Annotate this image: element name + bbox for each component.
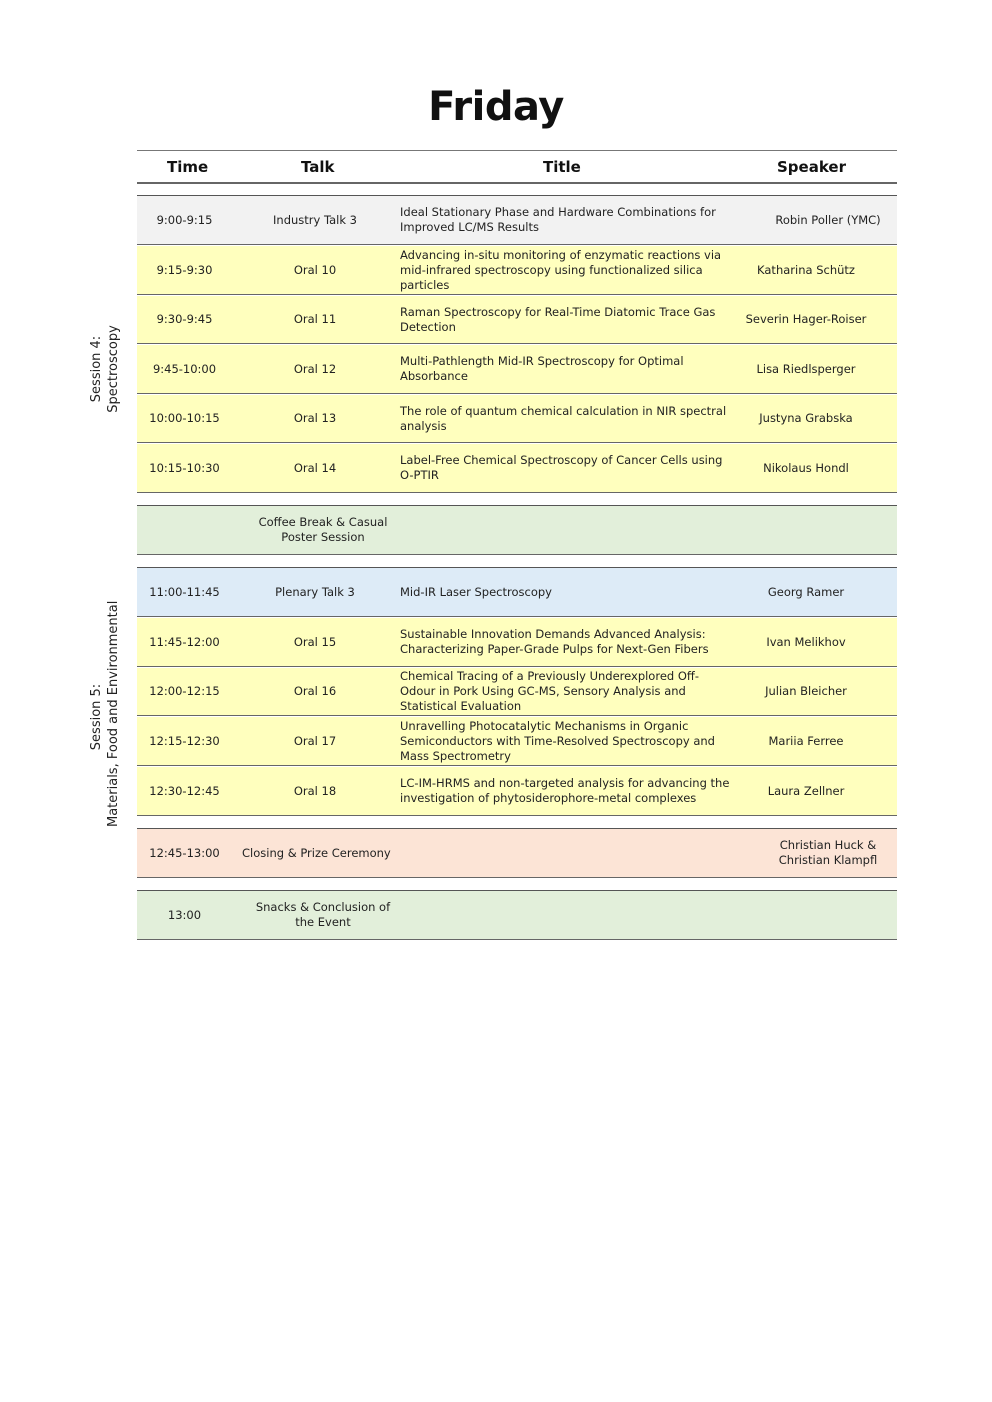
cell-speaker: Lisa Riedlsperger: [756, 361, 856, 376]
cell-time: 10:15-10:30: [149, 460, 220, 475]
cell-title: [400, 829, 730, 877]
table-row: [137, 506, 897, 555]
cell-speaker: Robin Poller (YMC): [775, 212, 881, 227]
cell-talk: Snacks & Conclusion of the Event: [255, 900, 391, 929]
cell-time: 13:00: [167, 907, 202, 922]
cell-speaker: Georg Ramer: [767, 584, 845, 599]
cell-time: 10:00-10:15: [149, 411, 220, 425]
cell-talk: Plenary Talk 3: [275, 584, 355, 599]
cell-title: Ideal Stationary Phase and Hardware Combinations for Improved LC/MS Results: [400, 205, 716, 234]
cell-talk: Oral 10: [293, 262, 337, 277]
cell-speaker: [731, 506, 881, 554]
table-row: [137, 246, 897, 295]
table-row: [137, 568, 897, 617]
cell-talk: Oral 14: [293, 460, 337, 475]
table-row: [137, 891, 897, 940]
session-5-label: [88, 600, 122, 827]
table-row: [137, 196, 897, 245]
cell-title: LC-IM-HRMS and non-targeted analysis for advancing the investigation of phytosiderophore-metal complexes: [400, 776, 730, 805]
cell-time: 9:30-9:45: [156, 312, 213, 326]
cell-title: Sustainable Innovation Demands Advanced Analysis: Characterizing Paper-Grade Pulps for Next-Gen Fibers: [400, 627, 709, 656]
table-row: [137, 829, 897, 878]
cell-talk: Closing & Prize Ceremony: [242, 845, 391, 860]
table-row: [137, 444, 897, 493]
session-4-label: [88, 304, 122, 434]
cell-speaker: [731, 891, 881, 939]
cell-speaker: Katharina Schütz: [757, 262, 855, 277]
cell-speaker: Laura Zellner: [767, 783, 845, 798]
cell-title: Unravelling Photocatalytic Mechanisms in Organic Semiconductors with Time-Resolved Spectroscopy and Mass Spectrometry: [400, 718, 715, 763]
cell-time: 9:00-9:15: [156, 212, 213, 227]
cell-time: 9:15-9:30: [156, 262, 213, 277]
cell-talk: Oral 18: [293, 783, 337, 798]
cell-speaker: Christian Huck & Christian Klampfl: [778, 838, 878, 867]
cell-talk: Oral 11: [293, 312, 337, 326]
cell-time: [137, 506, 232, 554]
cell-talk: Oral 13: [293, 411, 337, 425]
cell-title: Chemical Tracing of a Previously Underexplored Off-Odour in Pork Using GC-MS, Sensory Analysis and Statistical Evaluation: [400, 669, 699, 713]
cell-talk: Oral 15: [293, 634, 337, 649]
table-row: [137, 345, 897, 394]
cell-time: 9:45-10:00: [152, 361, 217, 376]
cell-speaker: Julian Bleicher: [765, 684, 847, 698]
cell-time: 12:30-12:45: [149, 783, 220, 798]
cell-speaker: Justyna Grabska: [759, 411, 853, 425]
cell-title: Multi-Pathlength Mid-IR Spectroscopy for Optimal Absorbance: [400, 354, 684, 383]
cell-speaker: Ivan Melikhov: [766, 634, 846, 649]
cell-speaker: Nikolaus Hondl: [763, 460, 849, 475]
cell-talk: Oral 16: [293, 684, 337, 698]
cell-time: 11:45-12:00: [149, 634, 220, 649]
table-row: [137, 296, 897, 344]
cell-time: 11:00-11:45: [149, 584, 220, 599]
cell-time: 12:00-12:15: [149, 684, 220, 698]
table-row: [137, 767, 897, 816]
cell-time: 12:45-13:00: [149, 845, 220, 860]
header-speaker: Speaker: [777, 158, 846, 176]
table-row: [137, 717, 897, 766]
table-row: [137, 668, 897, 716]
cell-title: Raman Spectroscopy for Real-Time Diatomic Trace Gas Detection: [400, 304, 716, 334]
header-title: Title: [543, 158, 581, 176]
session-4-line2: Spectroscopy: [106, 325, 121, 413]
cell-speaker: Severin Hager-Roiser: [745, 312, 867, 326]
cell-title: The role of quantum chemical calculation in NIR spectral analysis: [400, 403, 727, 433]
cell-talk: Oral 12: [293, 361, 337, 376]
session-5-line1: Session 5:: [89, 683, 104, 751]
cell-title: [400, 891, 730, 939]
cell-title: Label-Free Chemical Spectroscopy of Cancer Cells using O-PTIR: [400, 453, 723, 482]
cell-talk: Oral 17: [293, 733, 337, 748]
cell-talk: Coffee Break & Casual Poster Session: [258, 515, 388, 544]
session-5-line2: Materials, Food and Environmental: [106, 600, 121, 827]
cell-title: Mid-IR Laser Spectroscopy: [400, 584, 552, 599]
page-title: Friday: [428, 84, 564, 130]
cell-time: 12:15-12:30: [149, 733, 220, 748]
table-header: [137, 150, 897, 184]
table-row: [137, 618, 897, 667]
cell-speaker: Mariia Ferree: [768, 733, 844, 748]
header-time: Time: [167, 158, 209, 176]
cell-title: Advancing in-situ monitoring of enzymatic reactions via mid-infrared spectroscopy using functionalized silica particles: [400, 247, 722, 292]
session-4-line1: Session 4:: [89, 335, 104, 403]
cell-talk: Industry Talk 3: [273, 212, 357, 227]
table-row: [137, 395, 897, 443]
cell-title: [400, 506, 730, 554]
header-talk: Talk: [301, 158, 335, 176]
